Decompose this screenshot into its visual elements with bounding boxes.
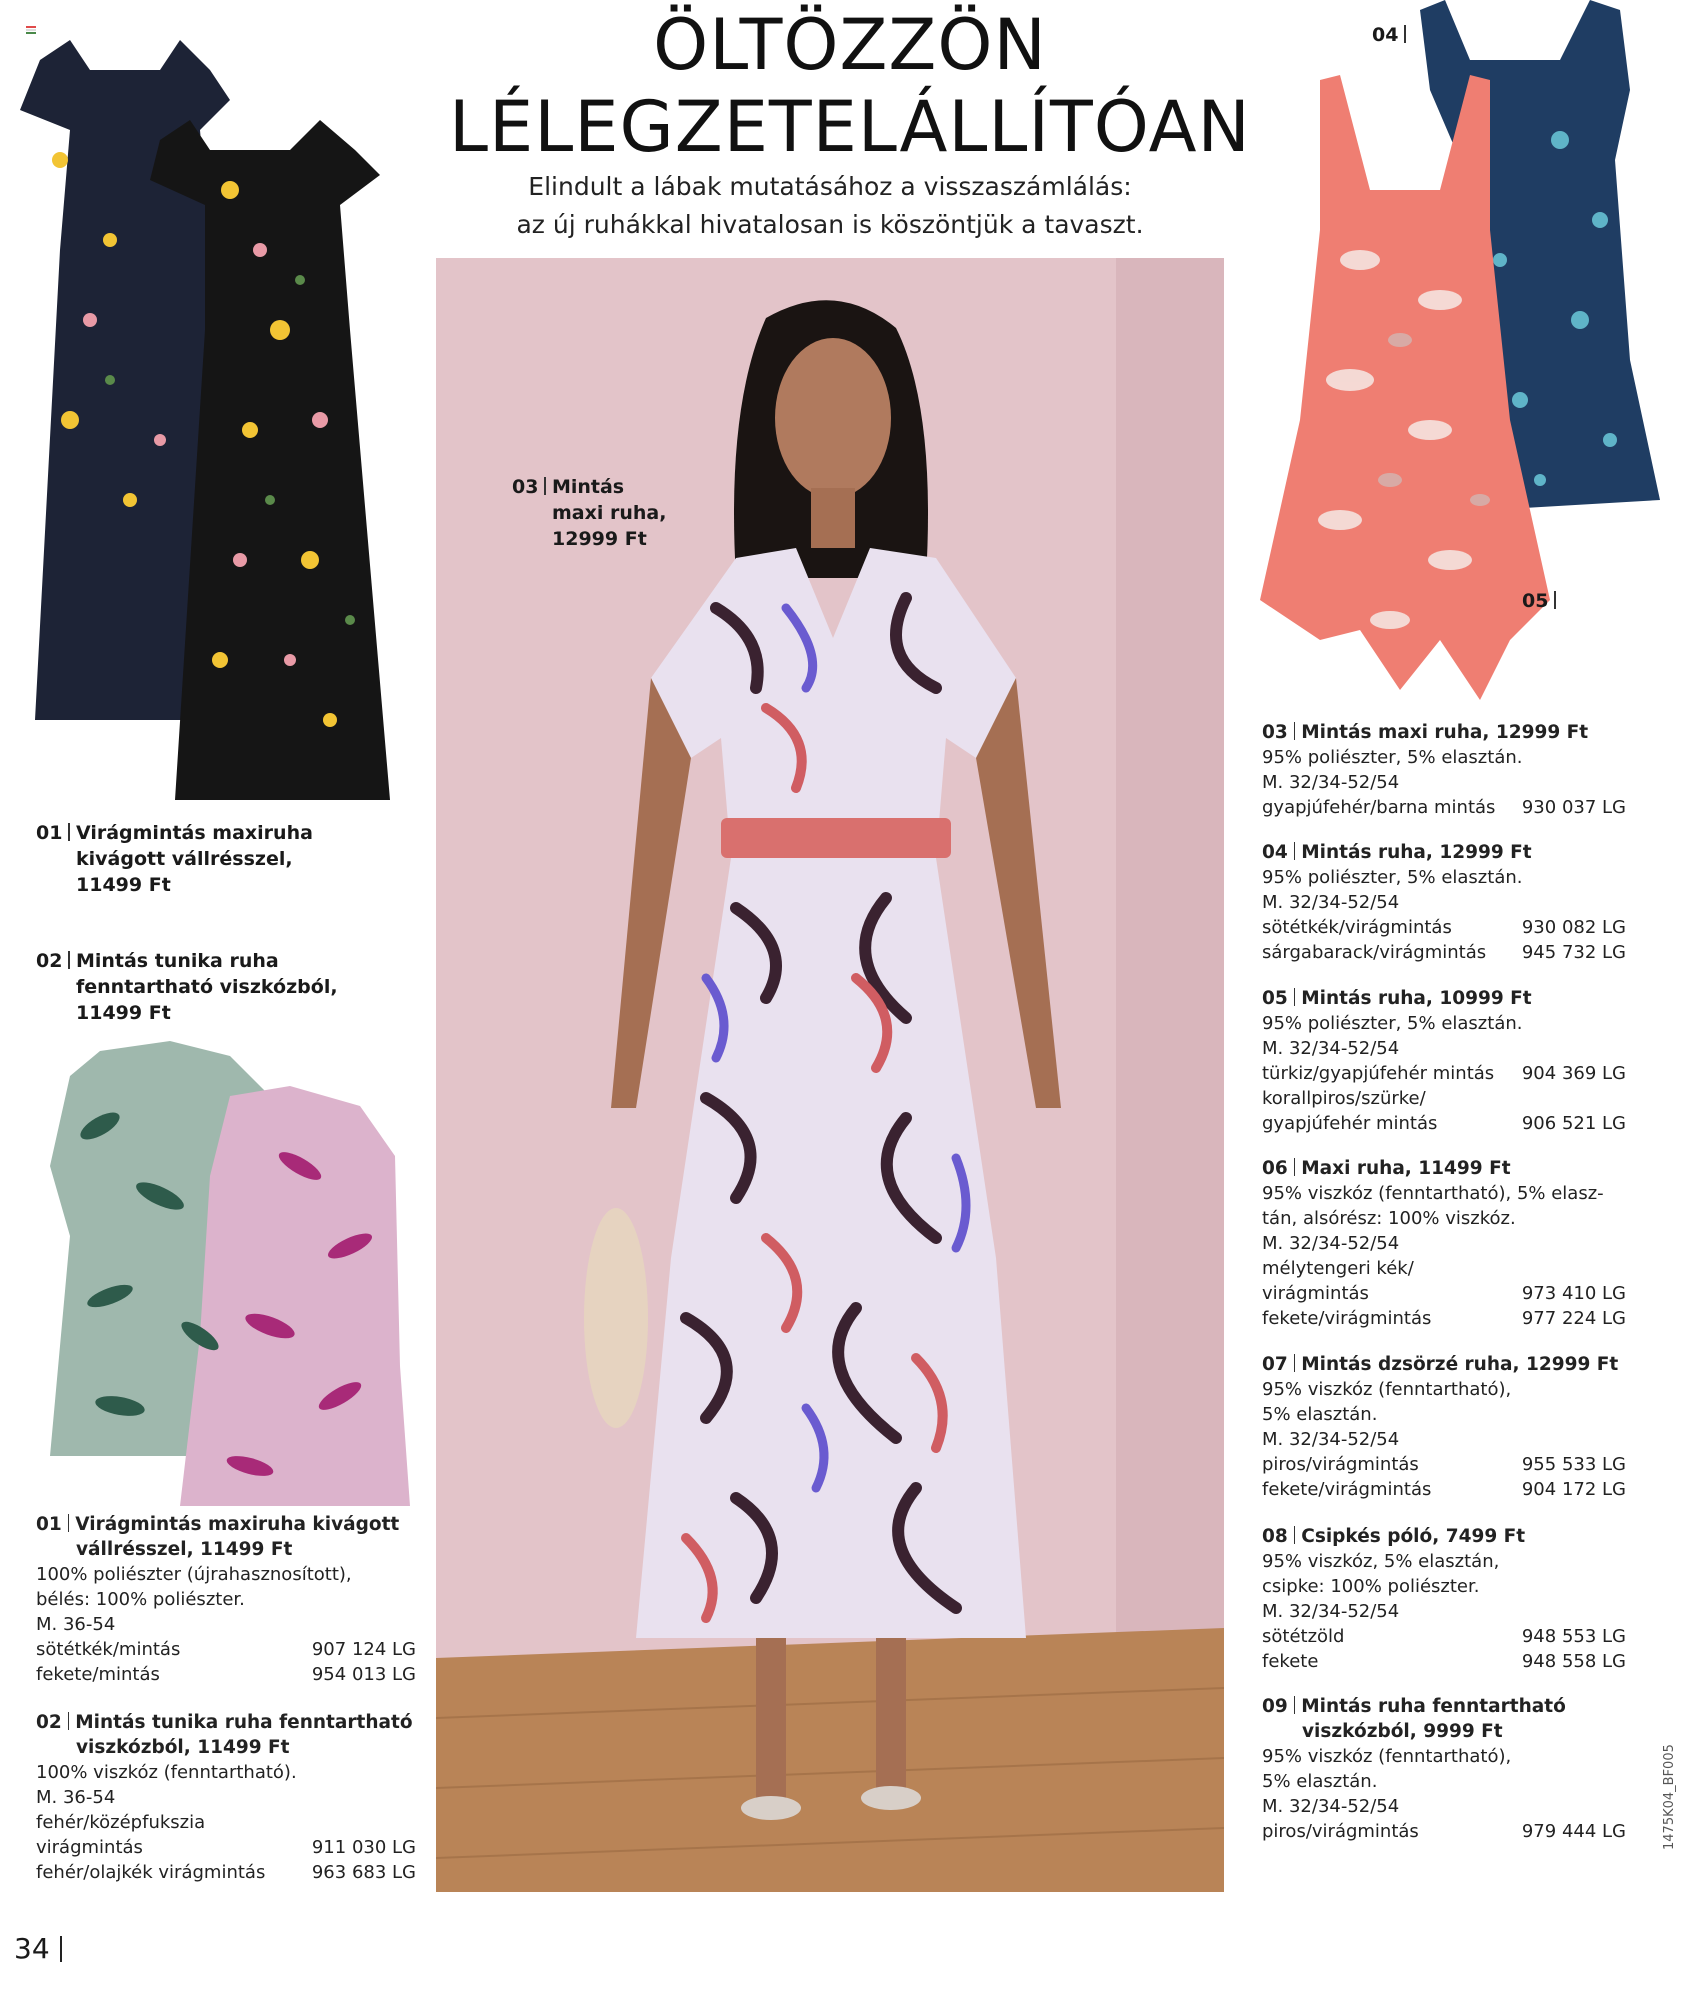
page-number (14, 1932, 62, 1965)
spec-title: Mintás ruha fenntartható (1301, 1696, 1566, 1717)
spec-desc: 100% poliészter (újrahasznosított), (36, 1564, 352, 1585)
spec-number: 05 (1262, 988, 1288, 1009)
title-line-1: ÖLTÖZZÖN (653, 4, 1047, 86)
spec-title: Virágmintás maxiruha kivágott (75, 1514, 400, 1535)
variant-color: fekete/virágmintás (1262, 1479, 1432, 1500)
variant-code: 979 444 LG (1521, 1821, 1626, 1842)
caption-number: 05 (1522, 590, 1549, 612)
product-image-04-05 (1260, 0, 1680, 720)
page-subtitle (440, 168, 1220, 244)
caption-04 (1372, 24, 1412, 46)
spec-block-04 (1262, 840, 1626, 965)
caption-text: Mintás tunika ruha (75, 950, 279, 972)
spec-desc: M. 32/34-52/54 (1262, 892, 1400, 913)
page-number-text: 34 (14, 1932, 50, 1965)
spec-block-07 (1262, 1352, 1626, 1502)
caption-price: 11499 Ft (76, 1002, 171, 1024)
spec-desc: 5% elasztán. (1262, 1771, 1378, 1792)
caption-price: 11499 Ft (76, 874, 171, 896)
variant-color: korallpiros/szürke/ (1262, 1088, 1426, 1109)
spec-title: Mintás ruha, 10999 Ft (1301, 988, 1532, 1009)
spec-desc: 95% viszkóz (fenntartható), 5% elasz- (1262, 1183, 1604, 1204)
spec-title: viszkózból, 11499 Ft (76, 1737, 290, 1758)
variant-code: 945 732 LG (1521, 942, 1626, 963)
spec-desc: fehér/középfukszia (36, 1812, 206, 1833)
variant-color: sötétkék/mintás (36, 1639, 181, 1660)
spec-desc: M. 32/34-52/54 (1262, 1233, 1400, 1254)
caption-number: 04 (1372, 24, 1399, 46)
variant-code: 954 013 LG (311, 1664, 416, 1685)
caption-text: kivágott vállrésszel, (76, 848, 293, 870)
spec-desc: M. 32/34-52/54 (1262, 1796, 1400, 1817)
variant-code: 904 369 LG (1521, 1063, 1626, 1084)
spec-desc: csipke: 100% poliészter. (1262, 1576, 1480, 1597)
variant-code: 973 410 LG (1521, 1283, 1626, 1304)
spec-block-03 (1262, 720, 1626, 820)
spec-desc: 95% poliészter, 5% elasztán. (1262, 867, 1523, 888)
spec-desc: 95% poliészter, 5% elasztán. (1262, 747, 1523, 768)
variant-code: 911 030 LG (311, 1837, 416, 1858)
spec-number: 03 (1262, 722, 1288, 743)
caption-02 (36, 948, 338, 1026)
spec-desc: M. 32/34-52/54 (1262, 1429, 1400, 1450)
product-image-01 (0, 0, 410, 810)
spec-desc: M. 32/34-52/54 (1262, 772, 1400, 793)
spec-number: 09 (1262, 1696, 1288, 1717)
caption-text: maxi ruha, (552, 502, 667, 524)
variant-code: 977 224 LG (1521, 1308, 1626, 1329)
spec-title: Maxi ruha, 11499 Ft (1301, 1158, 1511, 1179)
spec-title: Mintás dzsörzé ruha, 12999 Ft (1301, 1354, 1619, 1375)
variant-color: fekete/mintás (36, 1664, 160, 1685)
tunic-dress-illustration (30, 1036, 410, 1506)
caption-number: 03 (512, 476, 539, 498)
caption-03 (512, 474, 666, 552)
catalog-code: 1475K04_BF005 (1662, 1744, 1677, 1850)
spec-number: 07 (1262, 1354, 1288, 1375)
variant-code: 955 533 LG (1521, 1454, 1626, 1475)
spec-number: 08 (1262, 1526, 1288, 1547)
page-title (340, 4, 1360, 168)
caption-text: Virágmintás maxiruha (75, 822, 313, 844)
spec-number: 04 (1262, 842, 1288, 863)
variant-code: 907 124 LG (311, 1639, 416, 1660)
caption-price: 12999 Ft (552, 528, 647, 550)
spec-title: Mintás maxi ruha, 12999 Ft (1301, 722, 1589, 743)
spec-desc: 95% viszkóz, 5% elasztán, (1262, 1551, 1500, 1572)
title-line-2: LÉLEGZETELÁLLÍTÓAN (449, 86, 1251, 168)
variant-color: sárgabarack/virágmintás (1262, 942, 1487, 963)
spec-block-06 (1262, 1156, 1626, 1331)
spec-title: viszkózból, 9999 Ft (1302, 1721, 1503, 1742)
caption-01 (36, 820, 313, 898)
spec-title: vállrésszel, 11499 Ft (76, 1539, 293, 1560)
spec-block-05 (1262, 986, 1626, 1136)
variant-code: 904 172 LG (1521, 1479, 1626, 1500)
caption-text: Mintás (551, 476, 625, 498)
spec-desc: mélytengeri kék/ (1262, 1258, 1414, 1279)
variant-color: virágmintás (1262, 1283, 1369, 1304)
variant-color: sötétkék/virágmintás (1262, 917, 1452, 938)
spec-desc: M. 36-54 (36, 1614, 116, 1635)
variant-color: virágmintás (36, 1837, 143, 1858)
spec-desc: bélés: 100% poliészter. (36, 1589, 245, 1610)
spec-number: 06 (1262, 1158, 1288, 1179)
caption-05 (1522, 590, 1562, 612)
spec-block-09 (1262, 1694, 1626, 1844)
variant-code: 963 683 LG (311, 1862, 416, 1883)
variant-color: gyapjúfehér mintás (1262, 1113, 1438, 1134)
floral-maxi-dress-illustration (0, 0, 410, 810)
caption-number: 01 (36, 822, 63, 844)
patterned-dresses-illustration (1260, 0, 1680, 720)
spec-block-02 (36, 1710, 416, 1885)
subtitle-line-1: Elindult a lábak mutatásához a visszaszámlálás: (528, 172, 1132, 201)
spec-desc: 5% elasztán. (1262, 1404, 1378, 1425)
spec-title: Csipkés póló, 7499 Ft (1301, 1526, 1526, 1547)
variant-code: 948 558 LG (1521, 1651, 1626, 1672)
spec-number: 02 (36, 1712, 62, 1733)
product-image-02 (30, 1036, 410, 1506)
spec-title: Mintás ruha, 12999 Ft (1301, 842, 1532, 863)
variant-code: 948 553 LG (1521, 1626, 1626, 1647)
variant-color: fekete/virágmintás (1262, 1308, 1432, 1329)
spec-number: 01 (36, 1514, 62, 1535)
variant-code: 906 521 LG (1521, 1113, 1626, 1134)
variant-color: gyapjúfehér/barna mintás (1262, 797, 1496, 818)
spec-desc: 95% viszkóz (fenntartható), (1262, 1746, 1512, 1767)
spec-block-08 (1262, 1524, 1626, 1674)
spec-desc: M. 32/34-52/54 (1262, 1601, 1400, 1622)
spec-desc: 95% poliészter, 5% elasztán. (1262, 1013, 1523, 1034)
spec-block-01 (36, 1512, 416, 1687)
variant-color: türkiz/gyapjúfehér mintás (1262, 1063, 1495, 1084)
variant-color: sötétzöld (1262, 1626, 1345, 1647)
variant-color: piros/virágmintás (1262, 1821, 1419, 1842)
caption-text: fenntartható viszkózból, (76, 976, 338, 998)
variant-color: fekete (1262, 1651, 1319, 1672)
spec-desc: M. 32/34-52/54 (1262, 1038, 1400, 1059)
spec-title: Mintás tunika ruha fenntartható (75, 1712, 413, 1733)
spec-desc: M. 36-54 (36, 1787, 116, 1808)
variant-code: 930 082 LG (1521, 917, 1626, 938)
variant-code: 930 037 LG (1521, 797, 1626, 818)
spec-desc: 95% viszkóz (fenntartható), (1262, 1379, 1512, 1400)
spec-desc: 100% viszkóz (fenntartható). (36, 1762, 297, 1783)
caption-number: 02 (36, 950, 63, 972)
variant-color: fehér/olajkék virágmintás (36, 1862, 266, 1883)
subtitle-line-2: az új ruhákkal hivatalosan is köszöntjük a tavaszt. (516, 210, 1144, 239)
variant-color: piros/virágmintás (1262, 1454, 1419, 1475)
spec-desc: tán, alsórész: 100% viszkóz. (1262, 1208, 1516, 1229)
